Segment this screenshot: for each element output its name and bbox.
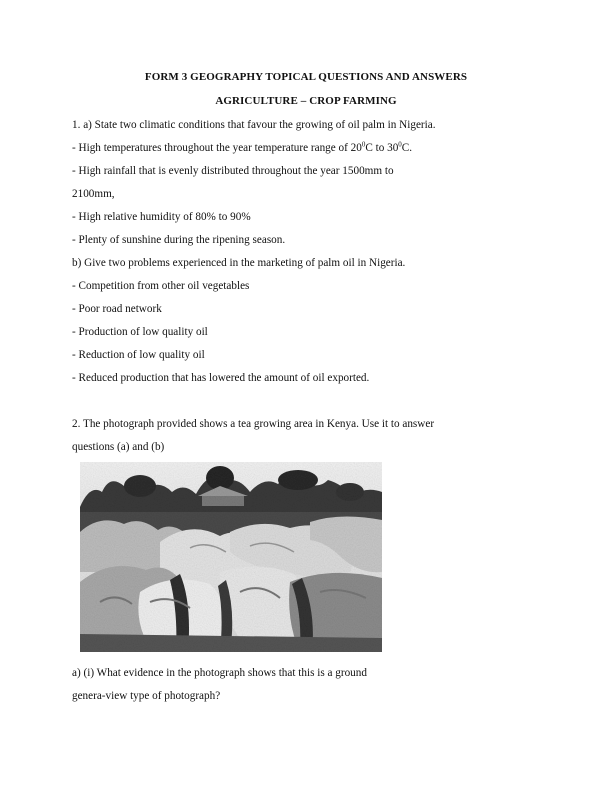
q2-a-question-line-1: a) (i) What evidence in the photograph shows that this is a ground xyxy=(72,667,367,679)
q2-intro-line-2: questions (a) and (b) xyxy=(72,441,165,453)
q1-a-answer-1 xyxy=(72,141,412,155)
document-title: FORM 3 GEOGRAPHY TOPICAL QUESTIONS AND ANSWERS xyxy=(144,71,468,83)
answer-text: - High temperatures throughout the year temperature range of 20 xyxy=(72,142,362,154)
q1-b-answer: - Reduced production that has lowered the amount of oil exported. xyxy=(72,372,370,384)
q1-a-answer-4: - Plenty of sunshine during the ripening season. xyxy=(72,234,286,246)
q1-a-question: 1. a) State two climatic conditions that favour the growing of oil palm in Nigeria. xyxy=(72,119,436,131)
tea-field-photograph xyxy=(80,462,382,652)
q1-b-answer: - Reduction of low quality oil xyxy=(72,349,205,361)
q1-a-answer-3: - High relative humidity of 80% to 90% xyxy=(72,211,251,223)
q1-b-answer: - Competition from other oil vegetables xyxy=(72,280,250,292)
q1-a-answer-2-line-1: - High rainfall that is evenly distributed throughout the year 1500mm to xyxy=(72,165,394,177)
q1-b-answer: - Production of low quality oil xyxy=(72,326,208,338)
answer-text: C to 30 xyxy=(365,142,399,154)
q1-b-question: b) Give two problems experienced in the marketing of palm oil in Nigeria. xyxy=(72,257,406,269)
photograph-image xyxy=(80,462,382,652)
q1-a-answer-2-line-2: 2100mm, xyxy=(72,188,115,200)
degree-superscript: 0 xyxy=(398,140,402,149)
q2-a-question-line-2: genera-view type of photograph? xyxy=(72,690,221,702)
answer-text: C. xyxy=(401,142,413,154)
q2-intro-line-1: 2. The photograph provided shows a tea growing area in Kenya. Use it to answer xyxy=(72,418,435,430)
degree-superscript: 0 xyxy=(361,140,366,149)
q1-b-answer: - Poor road network xyxy=(72,303,162,315)
document-subtitle: AGRICULTURE – CROP FARMING xyxy=(215,95,397,107)
